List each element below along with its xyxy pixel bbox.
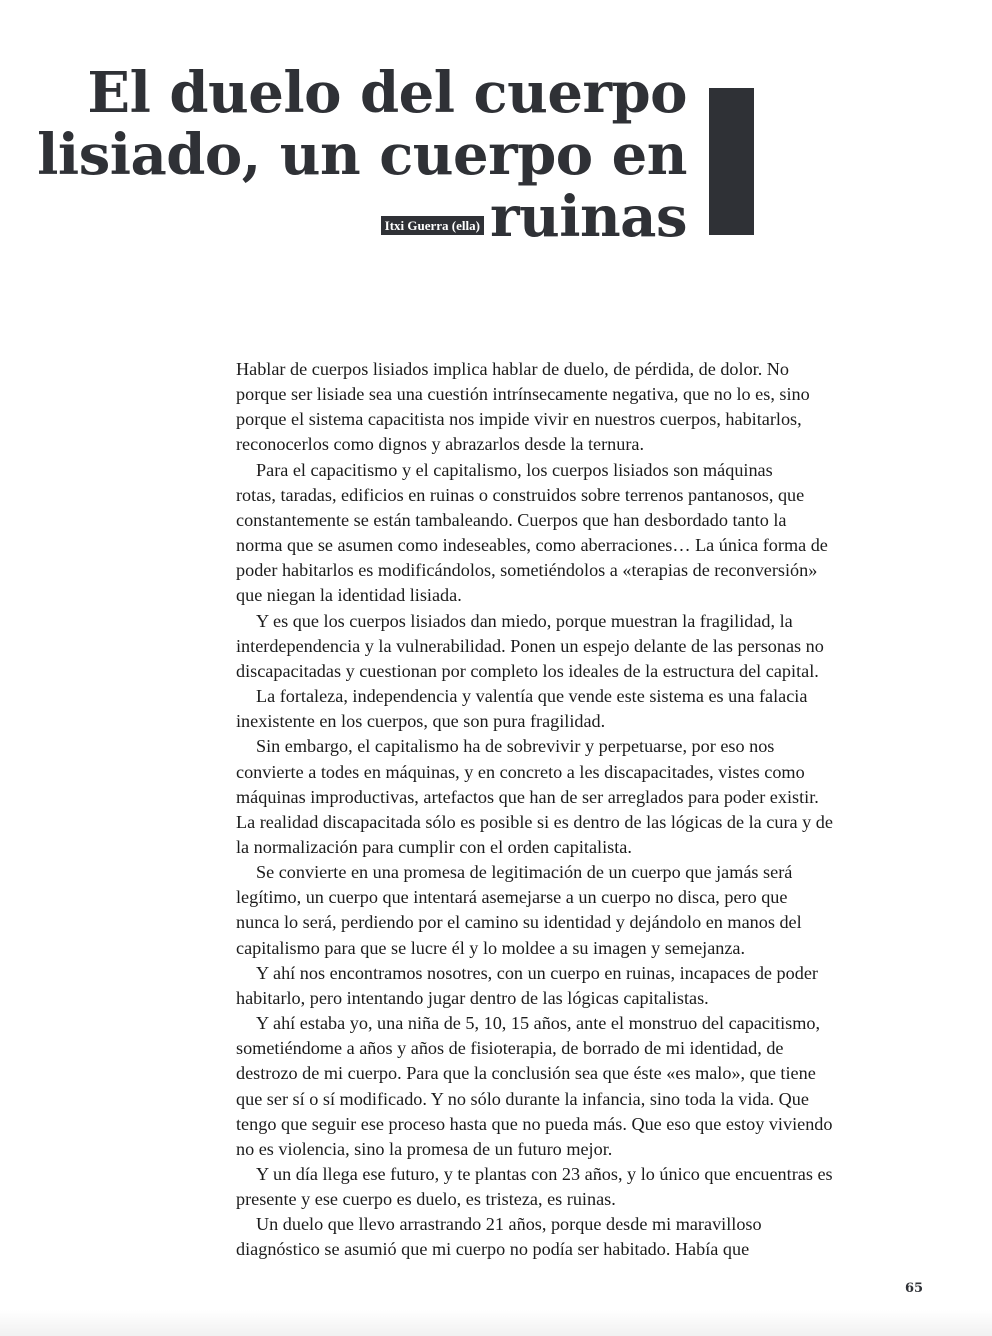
paragraph-line: discapacitadas y cuestionan por completo los ideales de la estructura del capital. (236, 660, 819, 681)
paragraph-first-line: La fortaleza, independencia y valentía que vende este sistema es una falacia (256, 686, 808, 707)
paragraph-line: convierte a todes en máquinas, y en concreto a les discapacitades, vistes como (236, 761, 805, 782)
paragraph-first-line: Y un día llega ese futuro, y te plantas con 23 años, y lo único que encuentras es (256, 1164, 833, 1184)
paragraph-line: máquinas improductivas, artefactos que han de ser arreglados para poder existir. (236, 786, 819, 807)
paragraph-first-line: Y ahí estaba yo, una niña de 5, 10, 15 años, ante el monstruo del capacitismo, (256, 1013, 820, 1034)
paragraph-line: porque ser lisiade sea una cuestión intrínsecamente negativa, que no lo es, sino (236, 384, 810, 405)
page-bottom-shadow (0, 1310, 992, 1336)
paragraph-line: diagnóstico se asumió que mi cuerpo no podía ser habitado. Había que (236, 1239, 750, 1260)
paragraph-first-line: Hablar de cuerpos lisiados implica hablar de duelo, de pérdida, de dolor. No (236, 359, 790, 379)
paragraph-first-line: Un duelo que llevo arrastrando 21 años, porque desde mi maravilloso (256, 1214, 762, 1235)
paragraph-line: la normalización para cumplir con el orden capitalista. (236, 836, 632, 857)
title-line: El duelo del cuerpo (87, 60, 687, 126)
paragraph-line: porque el sistema capacitista nos impide vivir en nuestros cuerpos, habitarlos, (236, 409, 802, 430)
article-body (236, 357, 926, 1263)
paragraph-line: interdependencia y la vulnerabilidad. Ponen un espejo delante de las personas no (236, 635, 824, 656)
paragraph-line: que niegan la identidad lisiada. (236, 585, 462, 606)
paragraph-line: poder habitarlos es modificándolos, sometiéndolos a «terapias de reconversión» (236, 560, 818, 581)
article-title (37, 62, 687, 248)
paragraph-first-line: Sin embargo, el capitalismo ha de sobrevivir y perpetuarse, por eso nos (256, 736, 775, 757)
paragraph-line: constantemente se están tambaleando. Cuerpos que han desbordado tanto la (236, 509, 787, 530)
paragraph-line: sometiéndome a años y años de fisioterapia, de borrado de mi identidad, de (236, 1038, 784, 1059)
paragraph-line: que ser sí o sí modificado. Y no sólo durante la infancia, sino toda la vida. Que (236, 1088, 809, 1109)
page-number: 65 (905, 1281, 924, 1296)
paragraph-line: habitarlo, pero intentando jugar dentro de las lógicas capitalistas. (236, 987, 709, 1008)
title-line: lisiado, un cuerpo en (37, 122, 687, 188)
paragraph-line: norma que se asumen como indeseables, como aberraciones… La única forma de (236, 535, 828, 556)
paragraph-line: nunca lo será, perdiendo por el camino su identidad y dejándolo en manos del (236, 912, 802, 933)
paragraph-line: presente y ese cuerpo es duelo, es tristeza, es ruinas. (236, 1189, 616, 1210)
paragraph-line: La realidad discapacitada sólo es posible si es dentro de las lógicas de la cura y de (236, 811, 833, 832)
paragraph-first-line: Se convierte en una promesa de legitimación de un cuerpo que jamás será (256, 862, 793, 883)
paragraph-line: legítimo, un cuerpo que intentará asemejarse a un cuerpo no disca, pero que (236, 887, 788, 908)
paragraph-line: tengo que seguir ese proceso hasta que no pueda más. Que eso que estoy viviendo (236, 1113, 833, 1134)
decorative-title-bar (709, 88, 754, 235)
paragraph-line: reconocerlos como dignos y abrazarlos desde la ternura. (236, 434, 645, 455)
paragraph-first-line: Para el capacitismo y el capitalismo, los cuerpos lisiados son máquinas (256, 459, 773, 480)
title-line: ruinas (489, 184, 687, 250)
paragraph-first-line: Y es que los cuerpos lisiados dan miedo, porque muestran la fragilidad, la (256, 610, 793, 631)
paragraph-line: capitalismo para que se lucre él y lo moldee a su imagen y semejanza. (236, 937, 746, 958)
paragraph-line: rotas, taradas, edificios en ruinas o construidos sobre terrenos pantanosos, que (236, 484, 805, 505)
paragraph-line: destrozo de mi cuerpo. Para que la conclusión sea que éste «es malo», que tiene (236, 1063, 816, 1084)
paragraph-first-line: Y ahí nos encontramos nosotres, con un cuerpo en ruinas, incapaces de poder (256, 962, 818, 983)
title-line-with-author (37, 186, 687, 248)
author-badge: Itxi Guerra (ella) (381, 216, 484, 235)
paragraph-line: inexistente en los cuerpos, que son pura fragilidad. (236, 711, 606, 732)
paragraph-line: no es violencia, sino la promesa de un futuro mejor. (236, 1138, 613, 1159)
